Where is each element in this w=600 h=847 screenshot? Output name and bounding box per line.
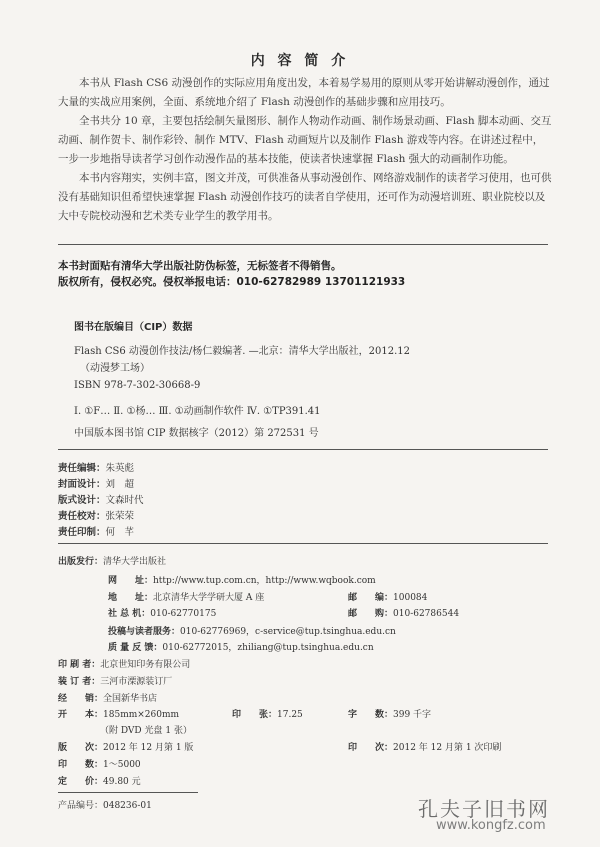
cover-design-line bbox=[58, 476, 134, 490]
word-count-line bbox=[348, 707, 431, 720]
copyright-notice: 版权所有，侵权必究。侵权举报电话：010-62782989 13701121933 bbox=[58, 276, 406, 288]
publisher-label: 出版发行： bbox=[58, 557, 104, 567]
switchboard-value: 010-62770175 bbox=[150, 609, 217, 619]
reader-service-label: 投稿与读者服务： bbox=[108, 627, 181, 637]
address-label: 地 址： bbox=[108, 593, 154, 603]
staff-label: 责任印制： bbox=[58, 527, 106, 538]
intro-paragraph: 本书从 Flash CS6 动漫创作的实际应用角度出发，本着易学易用的原则从零开始讲解动漫创作，通过大量的实战应用案例，全面、系统地介绍了 Flash 动漫创作的基础步骤和应用技巧。 bbox=[58, 77, 550, 108]
watermark-url: www.kongfz.com bbox=[436, 818, 546, 833]
format-line bbox=[58, 707, 179, 720]
copies-line bbox=[58, 757, 141, 770]
staff-label: 责任编辑： bbox=[58, 463, 106, 474]
anti-counterfeit-notice: 本书封面贴有清华大学出版社防伪标签，无标签者不得销售。 bbox=[58, 260, 342, 272]
address-line bbox=[108, 590, 264, 603]
mail-order-label: 邮 购： bbox=[348, 609, 394, 619]
product-code: 产品编号：048236-01 bbox=[58, 801, 152, 811]
quality-feedback-line bbox=[108, 640, 374, 653]
printing-label: 印 次： bbox=[348, 743, 394, 753]
proofreader-line bbox=[58, 508, 134, 522]
website-label: 网 址： bbox=[108, 576, 154, 586]
quality-feedback-value: 010-62772015，zhiliang@tup.tsinghua.edu.cn bbox=[162, 643, 374, 653]
price-label: 定 价： bbox=[58, 777, 104, 787]
switchboard-line bbox=[108, 606, 216, 619]
binder-value: 三河市溧源装订厂 bbox=[100, 677, 173, 687]
distributor-line bbox=[58, 691, 157, 704]
copies-label: 印 数： bbox=[58, 760, 104, 770]
cip-series: （动漫梦工场） bbox=[80, 363, 150, 374]
printing-line bbox=[348, 740, 501, 753]
divider bbox=[58, 449, 548, 450]
staff-value: 张荣荣 bbox=[105, 511, 135, 522]
publisher-line bbox=[58, 554, 166, 567]
reader-service-line bbox=[108, 624, 396, 637]
edition-value: 2012 年 12 月第 1 版 bbox=[103, 743, 194, 753]
mail-order-line bbox=[348, 606, 459, 619]
staff-label: 版式设计： bbox=[58, 495, 106, 506]
attachment-note: （附 DVD 光盘 1 张） bbox=[100, 726, 192, 736]
divider bbox=[58, 543, 548, 544]
sheets-value: 17.25 bbox=[277, 710, 303, 720]
printing-value: 2012 年 12 月第 1 次印刷 bbox=[393, 743, 502, 753]
format-value: 185mm×260mm bbox=[103, 710, 180, 720]
format-label: 开 本： bbox=[58, 710, 104, 720]
divider bbox=[58, 244, 548, 245]
price-value: 49.80 元 bbox=[103, 777, 141, 787]
reader-service-value: 010-62776969，c-service@tup.tsinghua.edu.cn bbox=[180, 627, 396, 637]
quality-feedback-label: 质 量 反 馈： bbox=[108, 643, 163, 653]
staff-label: 责任校对： bbox=[58, 511, 106, 522]
cip-heading: 图书在版编目（CIP）数据 bbox=[74, 322, 193, 333]
cip-isbn: ISBN 978-7-302-30668-9 bbox=[74, 380, 201, 391]
binder-label: 装 订 者： bbox=[58, 677, 101, 687]
address-value: 北京清华大学学研大厦 A 座 bbox=[153, 593, 265, 603]
zip-label: 邮 编： bbox=[348, 593, 394, 603]
distributor-label: 经 销： bbox=[58, 694, 104, 704]
divider bbox=[58, 792, 198, 793]
sheets-line bbox=[232, 707, 303, 720]
staff-value: 文森时代 bbox=[105, 495, 144, 506]
sheets-label: 印 张： bbox=[232, 710, 278, 720]
printer-line bbox=[58, 657, 190, 670]
publisher-name: 清华大学出版社 bbox=[103, 557, 167, 567]
copies-value: 1～5000 bbox=[103, 760, 141, 770]
edition-label: 版 次： bbox=[58, 743, 104, 753]
word-count-label: 字 数： bbox=[348, 710, 394, 720]
cip-title-line: Flash CS6 动漫创作技法/杨仁毅编著. —北京：清华大学出版社，2012.12 bbox=[74, 346, 410, 357]
page-title: 内 容 简 介 bbox=[250, 53, 350, 69]
layout-design-line bbox=[58, 492, 144, 506]
print-manager-line bbox=[58, 524, 134, 538]
staff-label: 封面设计： bbox=[58, 479, 106, 490]
cip-classification: Ⅰ. ①F… Ⅱ. ①杨… Ⅲ. ①动画制作软件 Ⅳ. ①TP391.41 bbox=[74, 406, 321, 417]
staff-value: 朱英彪 bbox=[105, 463, 135, 474]
intro-text bbox=[58, 74, 553, 226]
zip-value: 100084 bbox=[393, 593, 428, 603]
printer-label: 印 刷 者： bbox=[58, 660, 101, 670]
intro-paragraph: 全书共分 10 章，主要包括绘制矢量图形、制作人物动作动画、制作场景动画、Flash 脚本动画、交互动画、制作贺卡、制作彩铃、制作 MTV、Flash 动画短片以及制作 Flash 游戏等内容。在讲述过程中，一步一步地指导读者学习创作动漫作品的基本技能，使读者快速掌握 Flash 强大的动画制作功能。 bbox=[58, 115, 552, 165]
printer-value: 北京世知印务有限公司 bbox=[100, 660, 191, 670]
intro-paragraph: 本书内容翔实，实例丰富，图文并茂，可供准备从事动漫创作、网络游戏制作的读者学习使用，也可供没有基础知识但希望快速掌握 Flash 动漫创作技巧的读者自学使用，还可作为动漫培训班、职业院校以及大中专院校动漫和艺术类专业学生的教学用书。 bbox=[58, 172, 552, 222]
cip-core-number: 中国版本图书馆 CIP 数据核字（2012）第 272531 号 bbox=[74, 428, 319, 439]
website-value: http://www.tup.com.cn，http://www.wqbook.com bbox=[153, 576, 376, 586]
switchboard-label: 社 总 机： bbox=[108, 609, 151, 619]
watermark-text: 孔夫子旧书网 bbox=[418, 797, 550, 821]
staff-value: 刘 超 bbox=[105, 479, 135, 490]
edition-line bbox=[58, 740, 193, 753]
editor-line bbox=[58, 460, 134, 474]
distributor-value: 全国新华书店 bbox=[103, 694, 158, 704]
mail-order-value: 010-62786544 bbox=[393, 609, 460, 619]
website-line bbox=[108, 573, 376, 586]
binder-line bbox=[58, 674, 172, 687]
staff-value: 何 芊 bbox=[105, 527, 135, 538]
price-line bbox=[58, 774, 141, 787]
zip-line bbox=[348, 590, 427, 603]
word-count-value: 399 千字 bbox=[393, 710, 432, 720]
